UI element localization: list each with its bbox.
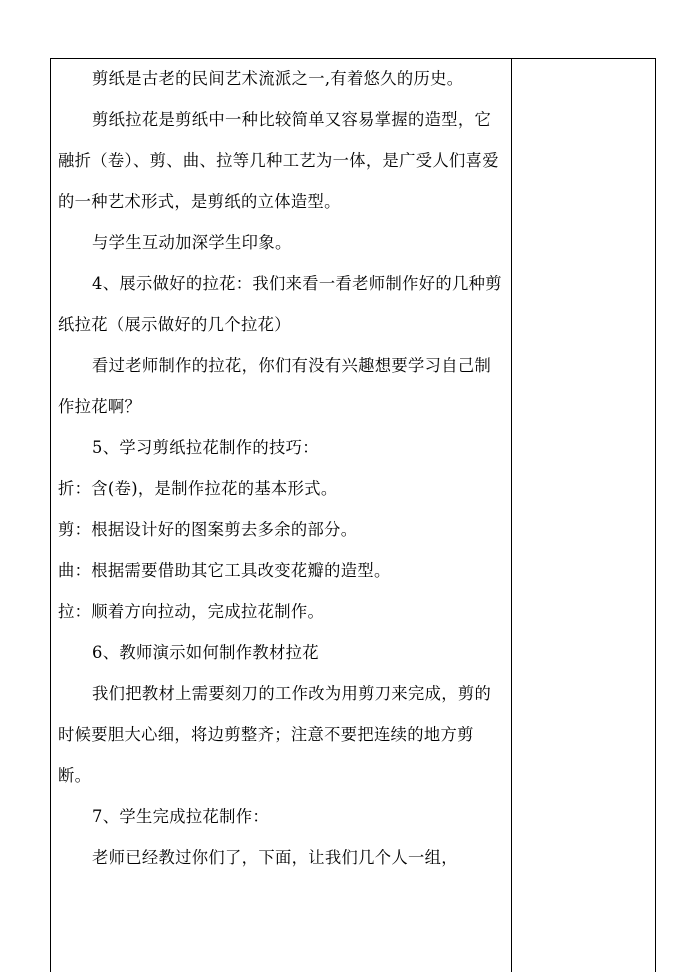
paragraph-group-work: 老师已经教过你们了，下面，让我们几个人一组， <box>92 848 458 867</box>
technique-pull: 拉：顺着方向拉动，完成拉花制作。 <box>58 602 325 621</box>
paragraph-step-7: 7、学生完成拉花制作： <box>92 807 270 826</box>
paragraph-question: 看过老师制作的拉花，你们有没有兴趣想要学习自己制作拉花啊？ <box>58 356 492 416</box>
paragraph-interaction: 与学生互动加深学生印象。 <box>92 233 292 252</box>
paragraph-step-4: 4、展示做好的拉花：我们来看一看老师制作好的几种剪纸拉花（展示做好的几个拉花） <box>58 274 502 334</box>
technique-fold: 折：含(卷)，是制作拉花的基本形式。 <box>58 479 338 498</box>
paragraph-step-6: 6、教师演示如何制作教材拉花 <box>92 643 319 662</box>
technique-cut: 剪：根据设计好的图案剪去多余的部分。 <box>58 520 358 539</box>
paragraph-step-5: 5、学习剪纸拉花制作的技巧： <box>92 438 319 457</box>
paragraph-lahua-definition: 剪纸拉花是剪纸中一种比较简单又容易掌握的造型，它融折（卷）、剪、曲、拉等几种工艺为一体，是广受人们喜爱的一种艺术形式，是剪纸的立体造型。 <box>58 110 499 211</box>
technique-curl: 曲：根据需要借助其它工具改变花瓣的造型。 <box>58 561 391 580</box>
column-divider <box>511 58 512 972</box>
lesson-content-cell <box>58 58 506 878</box>
paragraph-intro: 剪纸是古老的民间艺术流派之一,有着悠久的历史。 <box>92 69 464 88</box>
paragraph-demo-detail: 我们把教材上需要刻刀的工作改为用剪刀来完成，剪的时候要胆大心细，将边剪整齐；注意不要把连续的地方剪断。 <box>58 684 492 785</box>
